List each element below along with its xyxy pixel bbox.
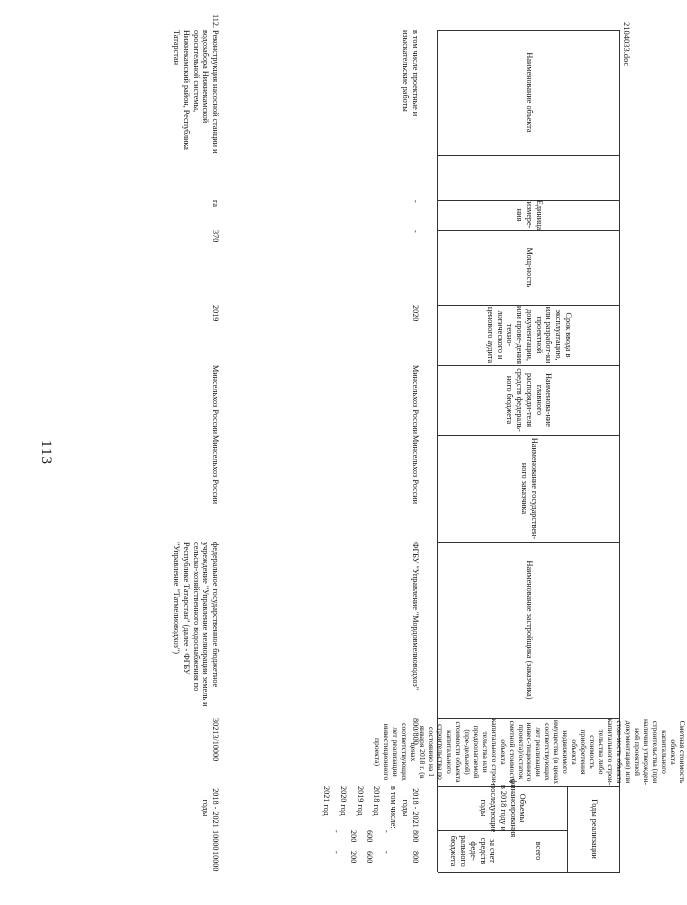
cell-federal-line: 800 bbox=[411, 851, 420, 864]
cell-name bbox=[228, 30, 398, 155]
header-object-name: Наименование объекта bbox=[524, 52, 534, 133]
cell-total-line: 10000 bbox=[211, 830, 220, 851]
header-budget-manager: Наименова-ние главного распоряди-теля средств федераль-ного бюджета bbox=[505, 368, 554, 432]
header-developer: Наименование застройщика (заказчика) bbox=[524, 560, 534, 700]
header-estimated-cost: Сметная стоимость объекта капитального строительства (при наличии утвержден-ной проектной документации) или стои-мость объекта капитального строи-тельства либо стоимость приобретения объекта недвижимого имущества (в ценах соответствующих лет реализации инвес-тиционного проекта)/остаток сметной стоимости объекта капитального строи-тельства или предполагаемой (пре-дельной) стоимости объекта капитального строительства по состоянию на 1 января 2018 г. (в ценах соответствующих лет реализации инвестиционного проекта) bbox=[373, 718, 687, 786]
cell-name: Реконструкция насосной станции и водозабора Нижнекамской оросительной системы, Нижнекамский район, Республика Татарстан bbox=[172, 30, 220, 154]
cell-federal bbox=[120, 851, 220, 872]
cell-name: в том числе проектные и изыскательские работы bbox=[401, 30, 420, 117]
page-number: 113 bbox=[38, 440, 54, 465]
header-years: Годы реализации bbox=[589, 799, 599, 859]
cell-developer bbox=[228, 542, 398, 718]
header-state-customer: Наименование государствен-ного заказчика bbox=[520, 437, 539, 540]
cell-years-line: 2020 год bbox=[338, 786, 348, 816]
cell-unit: га bbox=[211, 200, 220, 207]
cell-developer: федеральное государственное бюджетное учреждение "Управление мелиорации земель и сельско-хозяйственного водоснабжения по Республике Татарстан" (далее - ФГБУ "Управление "Татмелиоводхоз") bbox=[172, 542, 220, 707]
header-commission-date: Срок ввода в эксплуатацию, или разработ-ки проектной документации, или прове-дения техно-логического и ценового аудита bbox=[486, 306, 573, 364]
table-right-border bbox=[438, 872, 620, 873]
cell-federal-line: 10000 bbox=[211, 851, 220, 872]
cell-manager: Минсельхоз России bbox=[211, 365, 220, 435]
cell-cost: 800/800 bbox=[411, 718, 420, 745]
header-capacity: Мощ-ность bbox=[524, 247, 534, 288]
header-financing: Объемы финансирования в 2018 году и последующие годы bbox=[479, 778, 528, 838]
document-id: 2104033.doc bbox=[622, 22, 632, 67]
cell-commission: 2020 bbox=[411, 305, 420, 322]
cell-years-line: 2021 год bbox=[322, 786, 332, 816]
cell-commission: 2019 bbox=[211, 305, 220, 322]
cell-federal-line: 200 bbox=[348, 851, 358, 864]
cell-years-line: 2019 год bbox=[355, 786, 365, 816]
cell-manager: Минсельхоз России bbox=[411, 365, 420, 435]
cell-years bbox=[228, 786, 398, 830]
cell-total-line: - bbox=[382, 830, 391, 833]
cell-federal bbox=[228, 851, 398, 872]
cell-customer: Минсельхоз России bbox=[211, 435, 220, 505]
header-unit: Единица измере-ния bbox=[515, 199, 544, 231]
cell-total-line: 200 bbox=[348, 830, 358, 843]
cell-developer: ФГБУ "Управление "Мордовмелиоводхоз" bbox=[411, 542, 420, 691]
cell-capacity bbox=[228, 230, 398, 305]
cell-years-line: 2018 год bbox=[372, 786, 382, 816]
cell-unit bbox=[228, 200, 398, 230]
cell-customer bbox=[228, 435, 398, 542]
cell-years-line: 2018 - 2021 годы bbox=[401, 788, 420, 828]
cell-manager bbox=[228, 365, 398, 435]
cell-total-line: 600 bbox=[365, 830, 375, 843]
cell-years-line: 2018 - 2021 годы bbox=[201, 788, 220, 828]
header-federal: за счет средств феде-рального бюджета bbox=[449, 835, 498, 867]
cell-federal-line: - bbox=[382, 851, 391, 854]
cell-capacity: - bbox=[411, 230, 420, 233]
cell-total-line: 800 bbox=[411, 830, 420, 843]
header-total: всего bbox=[533, 841, 543, 861]
cell-federal-line: 600 bbox=[365, 851, 375, 864]
cell-total-line: - bbox=[331, 830, 341, 833]
cell-commission bbox=[228, 305, 398, 365]
cell-customer: Минсельхоз России bbox=[411, 435, 420, 505]
cell-cost: 30213/10000 bbox=[211, 718, 220, 762]
cell-unit: - bbox=[411, 200, 420, 203]
row-number: 112. bbox=[211, 14, 220, 29]
cell-federal-line: - bbox=[331, 851, 341, 854]
cell-total bbox=[228, 830, 398, 851]
cell-capacity: 370 bbox=[211, 230, 220, 243]
cell-total bbox=[120, 830, 220, 851]
cell-years-line: в том числе: bbox=[389, 786, 398, 829]
cell-years bbox=[120, 786, 220, 830]
cell-cost bbox=[228, 718, 398, 786]
